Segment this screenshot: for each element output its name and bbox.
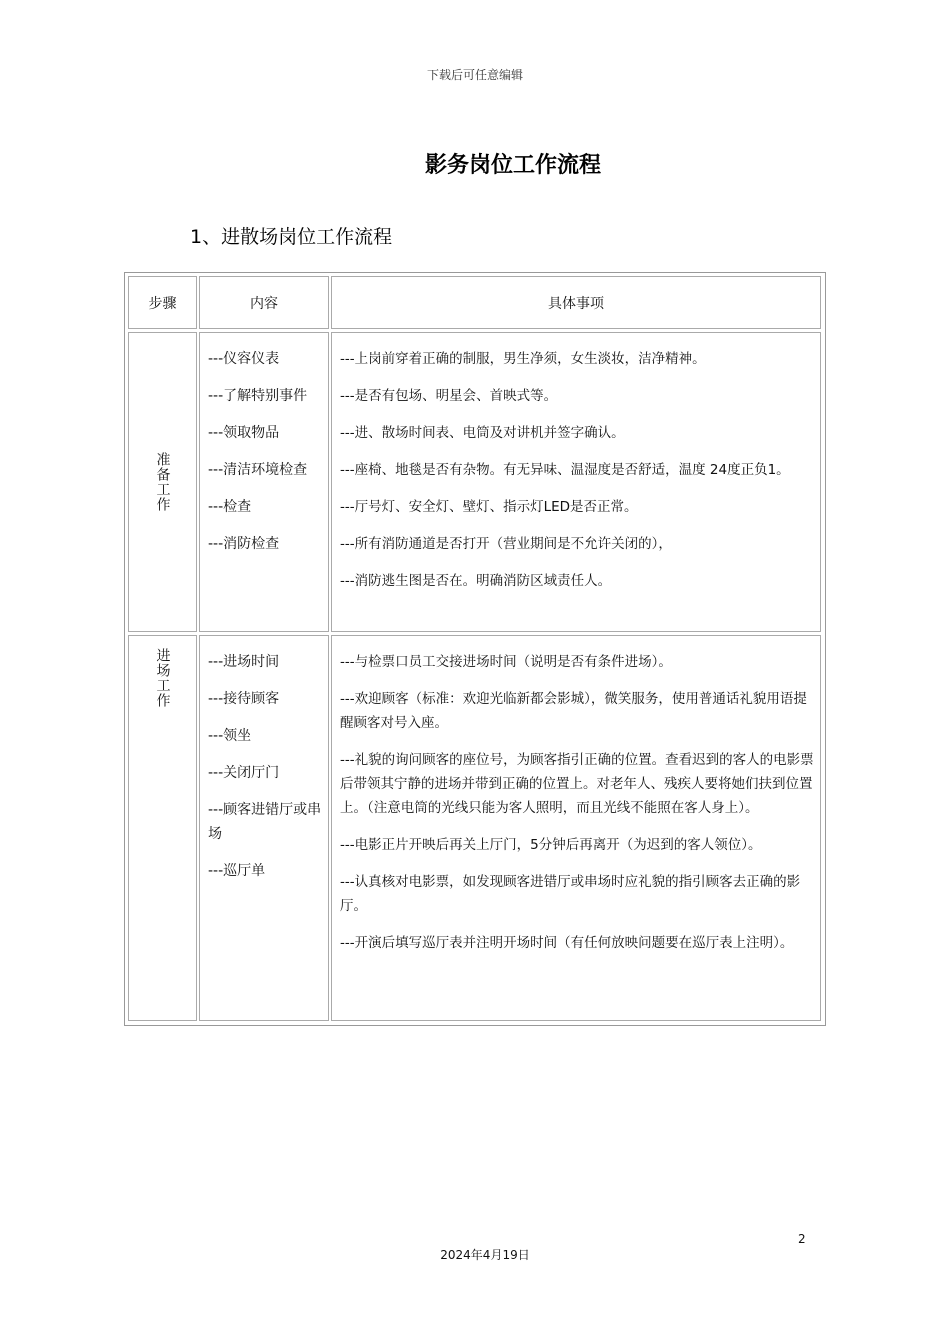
detail-item: ---上岗前穿着正确的制服，男生净须，女生淡妆，洁净精神。: [340, 351, 706, 367]
content-item: ---关闭厅门: [208, 765, 280, 781]
detail-item: ---是否有包场、明星会、首映式等。: [340, 388, 558, 404]
page-title: 影务岗位工作流程: [424, 153, 601, 178]
step-preparation: [128, 332, 197, 632]
detail-item: ---进、散场时间表、电筒及对讲机并签字确认。: [340, 425, 625, 441]
content-item: ---清洁环境检查: [208, 462, 308, 478]
footer-date: 2024年4月19日: [440, 1248, 530, 1262]
details-entry: [331, 635, 821, 1021]
detail-item: ---认真核对电影票，如发现顾客进错厅或串场时应礼貌的指引顾客去正确的影厅。: [340, 874, 801, 914]
content-item: ---检查: [208, 499, 252, 515]
header-step: 步骤: [128, 276, 197, 329]
detail-item: ---电影正片开映后再关上厅门，5分钟后再离开（为迟到的客人领位）。: [340, 837, 762, 853]
detail-item: ---礼貌的询问顾客的座位号，为顾客指引正确的位置。查看迟到的客人的电影票后带领其宁静的进场并带到正确的位置上。对老年人、残疾人要将她们扶到位置上。（注意电筒的光线只能为客人照明，而且光线不能照在客人身上）。: [340, 752, 814, 816]
details-preparation: [331, 332, 821, 632]
detail-item: ---所有消防通道是否打开（营业期间是不允许关闭的），: [340, 536, 672, 552]
content-item: ---进场时间: [208, 654, 280, 670]
header-details: 具体事项: [331, 276, 821, 329]
content-entry: [199, 635, 329, 1021]
detail-item: ---消防逃生图是否在。明确消防区域责任人。: [340, 573, 612, 589]
workflow-table: [124, 272, 826, 1026]
content-item: ---顾客进错厅或串场: [208, 802, 322, 842]
detail-item: ---开演后填写巡厅表并注明开场时间（有任何放映问题要在巡厅表上注明）。: [340, 935, 794, 951]
section-heading: 1、进散场岗位工作流程: [190, 226, 393, 248]
content-item: ---领取物品: [208, 425, 280, 441]
page-number: 2: [798, 1232, 806, 1246]
content-item: ---仪容仪表: [208, 351, 280, 367]
detail-item: ---与检票口员工交接进场时间（说明是否有条件进场）。: [340, 654, 672, 670]
header-note: 下载后可任意编辑: [426, 68, 523, 82]
content-item: ---消防检查: [208, 536, 280, 552]
content-item: ---了解特别事件: [208, 388, 308, 404]
content-item: ---领坐: [208, 728, 252, 744]
step-entry-label: 进场工作: [154, 648, 171, 708]
step-entry: [128, 635, 197, 1021]
step-preparation-label: 准备工作: [154, 452, 171, 512]
detail-item: ---座椅、地毯是否有杂物。有无异味、温湿度是否舒适，温度 24度正负1。: [340, 462, 790, 478]
content-item: ---接待顾客: [208, 691, 280, 707]
content-preparation: [199, 332, 329, 632]
detail-item: ---欢迎顾客（标准：欢迎光临新都会影城），微笑服务，使用普通话礼貌用语提醒顾客对号入座。: [340, 691, 807, 731]
content-item: ---巡厅单: [208, 863, 266, 879]
detail-item: ---厅号灯、安全灯、壁灯、指示灯LED是否正常。: [340, 499, 638, 515]
header-content: 内容: [199, 276, 329, 329]
